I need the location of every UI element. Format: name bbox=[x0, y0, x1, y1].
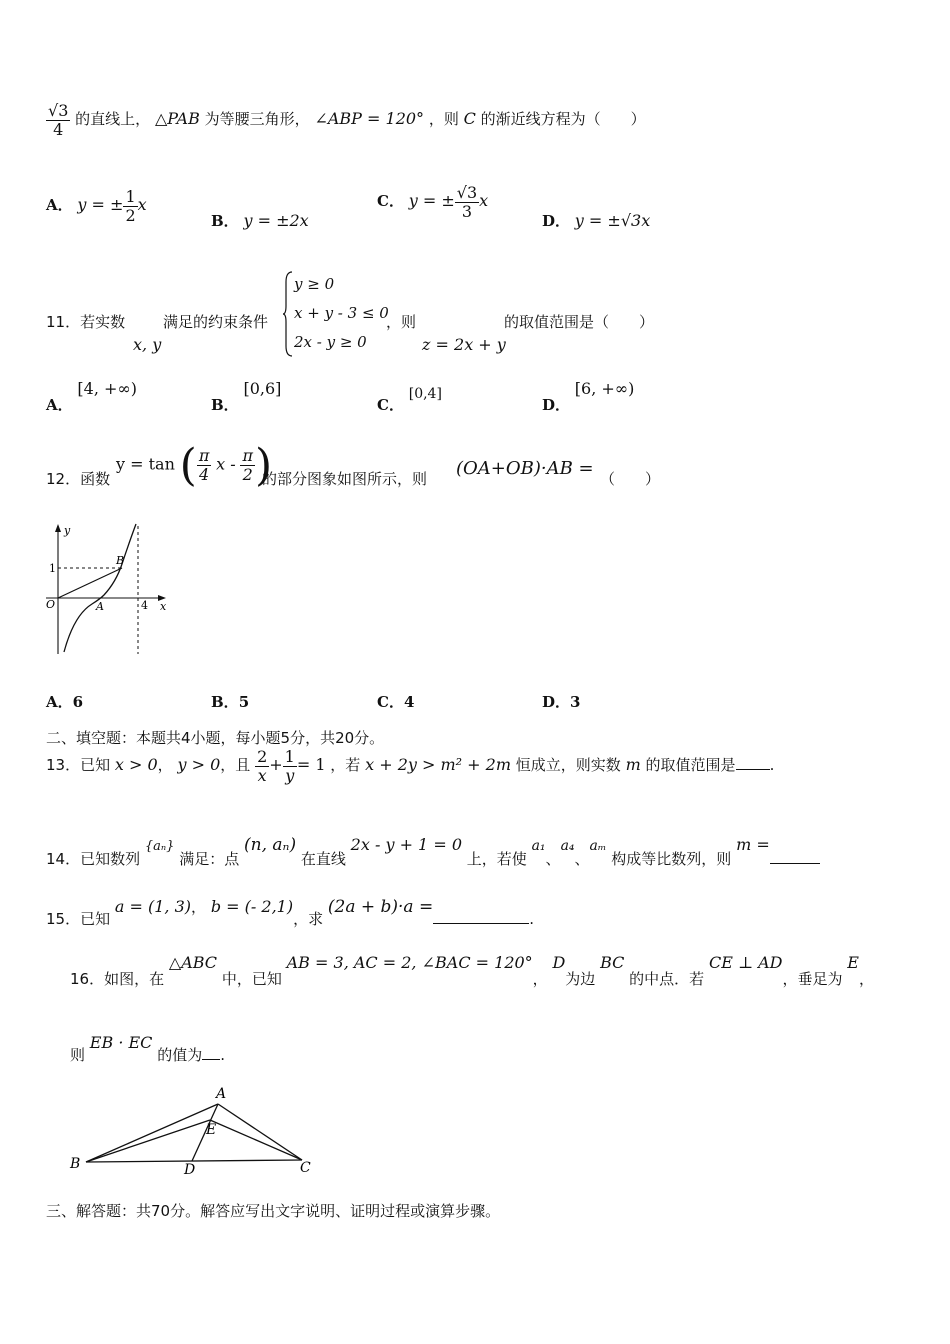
q14-a4: a₄ bbox=[560, 838, 575, 854]
q16-figure bbox=[66, 1082, 326, 1178]
q15-line bbox=[46, 896, 534, 928]
frac-num: 2 bbox=[257, 747, 268, 766]
label-b: B bbox=[70, 1156, 81, 1172]
segment-be bbox=[86, 1120, 210, 1162]
q13-plus: + bbox=[269, 755, 283, 775]
q10-frac-den: 4 bbox=[53, 119, 64, 139]
q12-paren-right: ) bbox=[254, 440, 273, 491]
q15-end: . bbox=[529, 910, 534, 928]
label-b: B bbox=[116, 554, 125, 567]
q16-line2-pre: 则 bbox=[70, 1046, 86, 1064]
q12-function bbox=[116, 440, 272, 491]
q14-line bbox=[46, 834, 820, 868]
q12-graph bbox=[44, 520, 174, 656]
q14-text3: 在直线 bbox=[300, 850, 346, 868]
q16-answer-blank[interactable] bbox=[202, 1059, 220, 1060]
q10-option-d[interactable] bbox=[542, 210, 650, 231]
frac-den: 2 bbox=[242, 465, 253, 484]
option-expr: y = ±2x bbox=[243, 211, 309, 230]
q12-option-b[interactable] bbox=[211, 691, 249, 712]
q11-cond2: x + y - 3 ≤ 0 bbox=[294, 304, 389, 322]
frac-den: 3 bbox=[461, 201, 473, 221]
q16-bc: BC bbox=[600, 953, 625, 972]
q14-sep1: 、 bbox=[545, 850, 561, 868]
option-expr: y = ±√3x bbox=[574, 211, 651, 230]
q13-answer-blank[interactable] bbox=[736, 769, 770, 770]
q12-mid: x - bbox=[216, 454, 236, 474]
q15-text2: ，求 bbox=[293, 910, 324, 928]
option-expr: [6, +∞) bbox=[574, 379, 635, 398]
q16-text6: ，垂足为 bbox=[782, 970, 843, 988]
q12-frac2 bbox=[240, 447, 255, 483]
q13-text5: 的取值范围是 bbox=[645, 756, 736, 775]
option-expr-pre: y = ± bbox=[408, 191, 455, 211]
q13-cond2: y > 0 bbox=[177, 755, 221, 775]
side-ac bbox=[218, 1104, 302, 1160]
q11-objective: z = 2x + y bbox=[422, 335, 506, 354]
q16-text3: ， bbox=[532, 970, 548, 988]
label-a: A bbox=[96, 600, 104, 613]
q13-eq: = 1 bbox=[296, 755, 326, 775]
option-expr: [0,4] bbox=[408, 386, 442, 402]
q12-text1: 函数 bbox=[80, 470, 111, 488]
q11-cond1: y ≥ 0 bbox=[294, 275, 335, 293]
option-label: D． bbox=[542, 396, 571, 414]
label-d: D bbox=[184, 1162, 196, 1178]
q10-text3: ，则 bbox=[428, 110, 459, 129]
q12-number-text bbox=[46, 468, 110, 489]
q16-d: D bbox=[552, 953, 566, 972]
q10-text2: 为等腰三角形， bbox=[204, 110, 310, 129]
q13-text4: 恒成立，则实数 bbox=[515, 756, 621, 775]
q14-point: (n, aₙ) bbox=[244, 835, 297, 855]
q14-text5: 构成等比数列，则 bbox=[611, 850, 732, 868]
q10-triangle: △PAB bbox=[154, 109, 200, 129]
frac-num: π bbox=[198, 446, 210, 466]
q11-text3: ，则 bbox=[386, 313, 417, 331]
q16-given: AB = 3, AC = 2, ∠BAC = 120° bbox=[286, 953, 533, 972]
option-expr-pre: y = ± bbox=[77, 195, 124, 215]
option-label: D． bbox=[542, 212, 571, 230]
frac-num: 1 bbox=[284, 747, 295, 766]
q12-text2: 的部分图象如图所示，则 bbox=[262, 470, 428, 488]
q16-line2-post: 的值为 bbox=[157, 1046, 203, 1064]
option-label: C． bbox=[377, 396, 404, 414]
frac-num: 1 bbox=[125, 187, 136, 206]
q12-number: 12． bbox=[46, 470, 81, 488]
label-c: C bbox=[300, 1160, 311, 1176]
q11-cond3: 2x - y ≥ 0 bbox=[294, 333, 367, 351]
q10-option-b[interactable] bbox=[211, 210, 309, 231]
q11-number: 11． bbox=[46, 313, 81, 331]
q14-text1: 已知数列 bbox=[80, 850, 141, 868]
q16-text2: 中，已知 bbox=[221, 970, 282, 988]
q16-e: E bbox=[847, 953, 859, 972]
q13-end: . bbox=[769, 756, 775, 775]
tan-curve bbox=[64, 524, 136, 652]
q13-cond1: x > 0 bbox=[114, 755, 158, 775]
label-o: O bbox=[46, 598, 56, 611]
label-a: A bbox=[216, 1086, 227, 1102]
q11-left-brace bbox=[282, 270, 294, 358]
q15-expr: (2a + b)·a = bbox=[327, 897, 434, 917]
option-label: D． bbox=[542, 693, 571, 711]
q14-text4: 上，若使 bbox=[466, 850, 527, 868]
option-label: A． bbox=[46, 693, 73, 711]
option-fraction bbox=[455, 184, 479, 220]
q12-func-pre: y = tan bbox=[116, 454, 175, 474]
q13-sep: ， bbox=[157, 756, 173, 775]
q16-line1 bbox=[70, 952, 874, 988]
q14-number: 14． bbox=[46, 850, 81, 868]
frac-den: y bbox=[285, 765, 295, 785]
option-value: 6 bbox=[72, 693, 84, 711]
q10-text4: 的渐近线方程为（ ） bbox=[480, 110, 646, 129]
q13-line bbox=[46, 748, 774, 784]
frac-num: √3 bbox=[456, 183, 478, 202]
y-axis-arrow bbox=[55, 524, 61, 532]
option-expr: [0,6] bbox=[243, 379, 282, 398]
q15-text1: 已知 bbox=[80, 910, 111, 928]
q12-paren-left: ( bbox=[179, 440, 197, 491]
q11-option-b[interactable] bbox=[211, 378, 282, 414]
q13-frac1 bbox=[255, 748, 269, 784]
option-label: B． bbox=[211, 212, 239, 230]
q12-vector-expr: (OA+OB)·AB = bbox=[456, 458, 594, 479]
q16-text4: 为边 bbox=[565, 970, 596, 988]
q12-option-d[interactable] bbox=[542, 691, 580, 712]
q13-frac2 bbox=[283, 748, 297, 784]
q11-constraint-system bbox=[294, 270, 389, 357]
q16-line2 bbox=[70, 1032, 225, 1064]
q11-option-d[interactable] bbox=[542, 378, 635, 414]
q11-text1: 若实数 bbox=[80, 313, 126, 331]
option-expr: [4, +∞) bbox=[77, 379, 137, 398]
q16-perp: CE ⊥ AD bbox=[708, 953, 783, 972]
q11-option-c[interactable] bbox=[377, 382, 442, 414]
q14-sequence: {aₙ} bbox=[144, 839, 175, 854]
option-label: C． bbox=[377, 192, 404, 211]
section2-heading: 二、填空题：本题共4小题，每小题5分，共20分。 bbox=[46, 729, 385, 747]
q14-m: m = bbox=[736, 835, 770, 854]
option-label: A． bbox=[46, 196, 73, 215]
q10-c: C bbox=[463, 109, 476, 129]
q13-text1: 已知 bbox=[80, 756, 111, 775]
q14-sep2: 、 bbox=[574, 850, 590, 868]
q16-text1: 如图，在 bbox=[104, 970, 165, 988]
q10-angle: ∠ABP = 120° bbox=[314, 109, 425, 129]
option-fraction bbox=[123, 188, 137, 224]
q12-text3: （ ） bbox=[600, 470, 661, 488]
q11-option-a[interactable] bbox=[46, 378, 137, 414]
frac-den: 2 bbox=[125, 205, 136, 225]
q14-am: aₘ bbox=[589, 838, 607, 854]
q10-option-c[interactable] bbox=[377, 184, 488, 220]
q10-fraction bbox=[46, 102, 70, 138]
q15-vector-b: b = (- 2,1) bbox=[210, 897, 294, 916]
option-expr-post: x bbox=[137, 195, 147, 215]
option-label: A． bbox=[46, 396, 73, 414]
option-label: B． bbox=[211, 693, 239, 711]
q14-a1: a₁ bbox=[531, 838, 546, 854]
q11-text2: 满足的约束条件 bbox=[163, 313, 269, 331]
option-label: B． bbox=[211, 396, 239, 414]
q16-expr: EB · EC bbox=[89, 1033, 153, 1052]
q12-frac1 bbox=[197, 447, 212, 483]
q14-line-eq: 2x - y + 1 = 0 bbox=[350, 835, 462, 854]
q15-answer-blank[interactable] bbox=[433, 923, 529, 924]
q15-sep: ， bbox=[191, 898, 207, 916]
q13-number: 13． bbox=[46, 756, 81, 775]
q12-option-c[interactable] bbox=[377, 691, 414, 712]
option-value: 4 bbox=[403, 693, 415, 711]
section3-heading: 三、解答题：共70分。解答应写出文字说明、证明过程或演算步骤。 bbox=[46, 1202, 501, 1220]
q10-frac-num: √3 bbox=[48, 101, 69, 120]
q11-vars: x, y bbox=[133, 335, 162, 354]
label-x: x bbox=[160, 600, 167, 613]
q10-option-a[interactable] bbox=[46, 188, 147, 224]
frac-den: 4 bbox=[199, 465, 210, 484]
q13-text3: ，若 bbox=[330, 756, 361, 775]
label-y: y bbox=[64, 524, 71, 537]
label-one: 1 bbox=[49, 562, 56, 575]
side-ab bbox=[86, 1104, 218, 1162]
option-value: 3 bbox=[570, 693, 581, 711]
segment-ce bbox=[210, 1120, 302, 1160]
q14-text2: 满足：点 bbox=[179, 850, 240, 868]
q16-text5: 的中点．若 bbox=[629, 970, 705, 988]
q10-text1: 的直线上， bbox=[75, 110, 151, 129]
q16-number: 16． bbox=[70, 970, 105, 988]
q12-option-a[interactable] bbox=[46, 691, 83, 712]
q13-inequality: x + 2y > m² + 2m bbox=[365, 755, 512, 775]
q15-number: 15． bbox=[46, 910, 81, 928]
q13-text2: ，且 bbox=[220, 756, 251, 775]
q16-text7: ， bbox=[858, 970, 874, 988]
q15-vector-a: a = (1, 3) bbox=[114, 897, 192, 916]
q16-triangle: △ABC bbox=[168, 953, 218, 972]
frac-num: π bbox=[242, 446, 253, 466]
q14-answer-blank[interactable] bbox=[770, 863, 820, 864]
label-four: 4 bbox=[141, 599, 148, 612]
q10-line bbox=[46, 102, 646, 138]
q11-number-text bbox=[46, 311, 125, 332]
label-e: E bbox=[206, 1122, 217, 1138]
option-value: 5 bbox=[238, 693, 250, 711]
q11-text4: 的取值范围是（ ） bbox=[504, 313, 655, 331]
option-label: C． bbox=[377, 693, 404, 711]
frac-den: x bbox=[257, 765, 267, 785]
option-expr-post: x bbox=[479, 191, 489, 211]
q13-m: m bbox=[625, 755, 641, 775]
q16-end: . bbox=[220, 1046, 225, 1064]
